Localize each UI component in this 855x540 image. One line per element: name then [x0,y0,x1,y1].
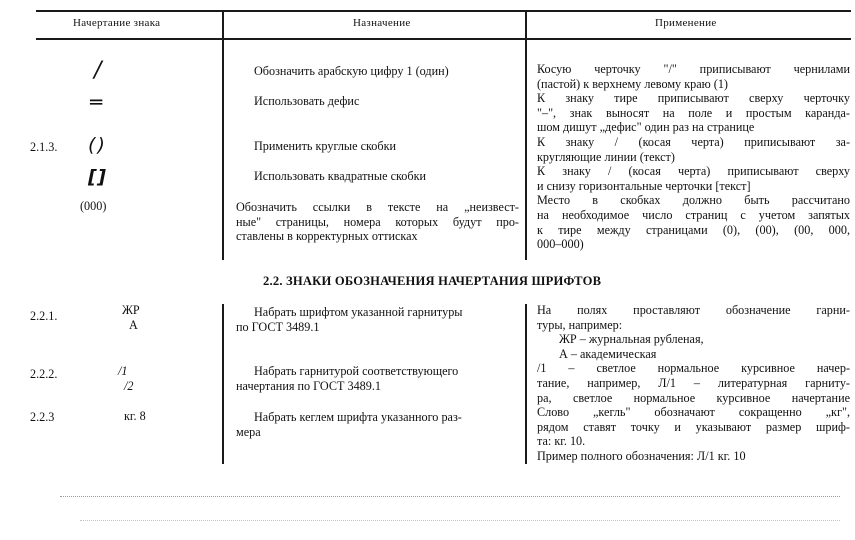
purpose-parentheses: Применить круглые скобки [254,139,397,153]
brackets-sign: [ ] [88,166,103,188]
usage-line: На полях проставляют обозначение гарни- [537,303,850,317]
row-number: 2.2.1. [30,309,58,323]
usage-line: Пример полного обозначения: Л/1 кг. 10 [537,448,746,463]
purpose-hyphen: Использовать дефис [254,94,360,108]
purpose-line: Набрать кеглем шрифта указанного раз- [254,410,462,424]
usage-block-1 [537,62,850,252]
purpose-line: Набрать шрифтом указанной гарнитуры [254,305,463,319]
row-number: 2.1.3. [30,140,58,154]
purpose-line: ставлены в корректурных оттисках [236,229,418,244]
usage-line: рядом ставят точку и указывают размер шриф- [537,419,850,434]
zeros-sign: (000) [80,199,107,213]
purpose-line: по ГОСТ 3489.1 [236,319,320,334]
column-divider-2-section2 [525,304,527,464]
usage-line: Место в скобках должно быть рассчитано [537,193,850,208]
usage-line: Косую черточку "/" приписывают чернилами [537,62,850,76]
usage-line: К знаку / (косая черта) приписывают за- [537,134,850,149]
usage-line: "–", знак выносят на поле и простым каранда- [537,105,850,120]
usage-line: на необходимое число страниц с учетом запятых [537,207,850,222]
usage-line: (пастой) к верхнему левому краю (1) [537,76,728,91]
usage-line: А – академическая [559,346,657,361]
usage-line: ЖР – журнальная рубленая, [559,332,704,347]
header-divider-1 [222,10,224,38]
slash-sign: / [94,58,102,83]
usage-line: /1 – светлое нормальное курсивное начер- [537,361,850,376]
purpose-style [236,364,458,393]
purpose-brackets: Использовать квадратные скобки [254,169,427,183]
row-number: 2.2.3 [30,410,55,424]
column-header-usage: Применение [655,17,717,29]
usage-line: тание, например, Л/1 – литературная гарниту- [537,375,850,390]
header-top-rule [36,10,851,12]
purpose-line: Набрать гарнитурой соответствующего [254,364,459,378]
usage-line: 000–000) [537,237,584,252]
purpose-line: начертания по ГОСТ 3489.1 [236,378,381,393]
purpose-line: мера [236,424,261,439]
column-divider-1-section2 [222,304,224,464]
scan-noise-line [60,496,840,497]
style-sign: /1 [118,364,128,378]
header-bottom-rule [36,38,851,40]
typeface-sign: А [129,318,138,332]
usage-line: К знаку тире приписывают сверху черточку [537,91,850,106]
usage-line: К знаку / (косая черта) приписывают сверху [537,164,850,179]
scan-noise-line [80,520,840,521]
usage-line: шом дишут „дефис" один раз на странице [537,120,755,135]
purpose-digit-one: Обозначить арабскую цифру 1 (один) [254,64,449,78]
parentheses-sign: ( ) [88,134,103,156]
style-sign: /2 [124,379,134,393]
typeface-sign: ЖР [122,303,140,317]
usage-line: туры, например: [537,317,623,332]
purpose-typeface [236,305,462,334]
purpose-line: Обозначить ссылки в тексте на „неизвест- [236,200,519,214]
purpose-size [236,410,462,439]
usage-block-2 [537,303,850,464]
column-header-purpose: Назначение [353,17,411,29]
header-divider-2 [525,10,527,38]
column-header-sign: Начертание знака [73,17,161,29]
purpose-line: ные" страницы, номера которых будут про- [236,214,519,229]
column-divider-1 [222,38,224,260]
purpose-references [236,200,519,244]
usage-line: и снизу горизонтальные черточки [текст] [537,178,751,193]
usage-line: кругляющие линии (текст) [537,149,675,164]
usage-line: та: кг. 10. [537,434,586,449]
column-divider-2 [525,38,527,260]
row-number: 2.2.2. [30,367,58,381]
usage-line: Слово „кегль" обозначают сокращенно „кг", [537,405,850,420]
usage-line: ра, светлое нормальное курсивное начертание [537,390,850,405]
section-heading: 2.2. ЗНАКИ ОБОЗНАЧЕНИЯ НАЧЕРТАНИЯ ШРИФТОВ [263,274,602,288]
double-dash-sign: ═ [90,90,103,114]
size-sign: кг. 8 [124,409,146,423]
usage-line: к тире между страницами (0), (00), (00, 000, [537,222,850,237]
